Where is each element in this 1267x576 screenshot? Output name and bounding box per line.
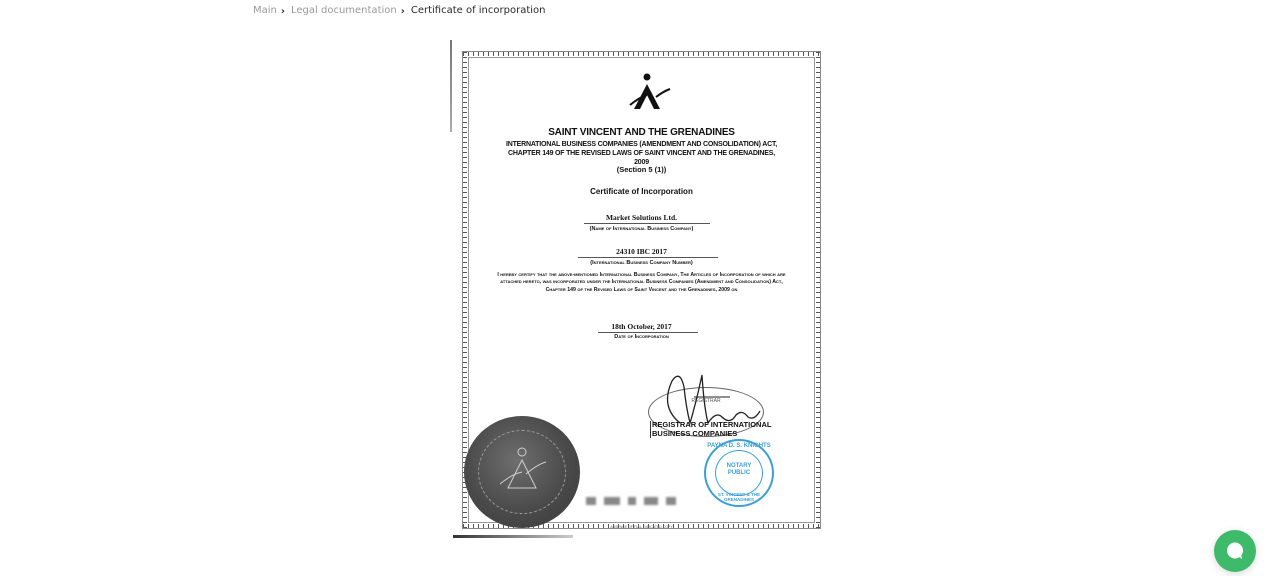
company-name-label: (Name of International Business Company)	[589, 226, 694, 232]
divider	[598, 332, 698, 333]
breadcrumb-legal-documentation[interactable]: Legal documentation	[291, 5, 397, 16]
divider	[578, 257, 718, 258]
scan-edge	[450, 40, 452, 132]
chat-bubble-icon	[1225, 541, 1245, 561]
seal-emblem-icon	[494, 444, 550, 498]
divider	[584, 223, 710, 224]
company-name: Market Solutions Ltd.	[605, 213, 678, 222]
certificate-image	[450, 40, 822, 540]
certificate-footnote: ABSENCE OF FULL INDICATED COPY	[610, 525, 673, 529]
breadcrumb-main[interactable]: Main	[253, 5, 277, 16]
registrar-title: REGISTRAR OF INTERNATIONAL BUSINESS COMPANIES	[650, 421, 778, 438]
incorporation-date-label: Date of Incorporation	[614, 334, 669, 340]
coat-of-arms-logo-icon	[626, 71, 672, 113]
watermark	[586, 494, 694, 508]
incorporation-date: 18th October, 2017	[611, 322, 672, 331]
certificate-act: INTERNATIONAL BUSINESS COMPANIES (AMENDMENT AND CONSOLIDATION) ACT, CHAPTER 149 OF THE REVISED LAWS OF SAINT VINCENT AND THE GRENADINES, 2009	[505, 141, 777, 166]
certificate-country: SAINT VINCENT AND THE GRENADINES	[548, 127, 735, 138]
certificate-title: Certificate of Incorporation	[590, 187, 693, 196]
embossed-seal	[464, 416, 580, 528]
chat-button[interactable]	[1214, 530, 1256, 572]
certificate-document	[463, 52, 820, 528]
scan-edge	[453, 535, 573, 538]
breadcrumb-current: Certificate of incorporation	[410, 5, 546, 16]
certify-statement: I hereby certify that the above-mentioned International Business Company, The Articles of Incorporation of which are attached hereto, was incorporated under the International Business Companies (Amendment and Consolidation) Act, Chapter 149 of the Revised Laws of Saint Vincent and the Grenadines, 2009 on	[497, 272, 786, 293]
chevron-right-icon: ›	[400, 6, 405, 17]
notary-stamp: PAYNA D. S. KNIGHTS NOTARY PUBLIC ST. VINCENT & THE GRENADINES	[704, 439, 774, 507]
registrar-stamp: REGISTRAR	[648, 387, 764, 437]
company-number: 24310 IBC 2017	[616, 247, 667, 256]
chevron-right-icon: ›	[280, 6, 285, 17]
certificate-section: (Section 5 (1))	[616, 165, 667, 174]
breadcrumb	[253, 5, 546, 16]
company-number-label: (International Business Company Number)	[590, 260, 693, 266]
